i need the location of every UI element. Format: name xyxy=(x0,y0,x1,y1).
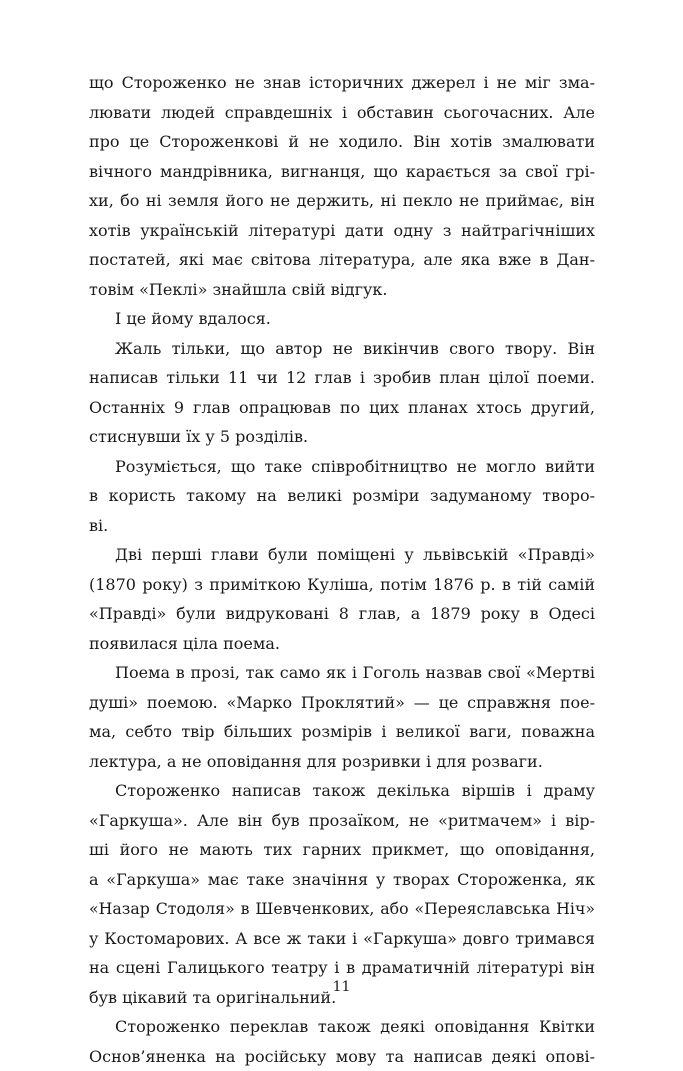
text-line: на сцені Галицького театру і в драматичній літературі він xyxy=(89,953,595,983)
text-line: Стороженко написав також декілька віршів і драму xyxy=(89,776,595,806)
text-line: «Назар Стодоля» в Шевченкових, або «Переяславська Ніч» xyxy=(89,894,595,924)
text-line: «Гаркуша». Але він був прозаїком, не «ритмачем» і вір- xyxy=(89,806,595,836)
text-line: написав тільки 11 чи 12 глав і зробив план цілої поеми. xyxy=(89,363,595,393)
text-line: лювати людей справдешніх і обставин сьогочасних. Але xyxy=(89,98,595,128)
text-line: Стороженко переклав також деякі оповідання Квітки xyxy=(89,1012,595,1042)
text-line: постатей, які має світова література, але яка вже в Дан- xyxy=(89,245,595,275)
text-line: І це йому вдалося. xyxy=(89,304,595,334)
text-line: «Правді» були видруковані 8 глав, а 1879 року в Одесі xyxy=(89,599,595,629)
text-line: у Костомарових. А все ж таки і «Гаркуша» довго тримався xyxy=(89,924,595,954)
text-line: був цікавий та оригінальний. xyxy=(89,983,595,1013)
text-line: Дві перші глави були поміщені у львівській «Правді» xyxy=(89,540,595,570)
text-line: стиснувши їх у 5 розділів. xyxy=(89,422,595,452)
text-line: товім «Пеклі» знайшла свій відгук. xyxy=(89,275,595,305)
text-line: Жаль тільки, що автор не викінчив свого твору. Він xyxy=(89,334,595,364)
text-line: Розуміється, що таке співробітництво не могло вийти xyxy=(89,452,595,482)
text-line: Поема в прозі, так само як і Гоголь назвав свої «Мертві xyxy=(89,658,595,688)
text-line: ма, себто твір більших розмірів і великої ваги, поважна xyxy=(89,717,595,747)
text-line: появилася ціла поема. xyxy=(89,629,595,659)
text-line: хи, бо ні земля його не держить, ні пекло не приймає, він xyxy=(89,186,595,216)
page-number: 11 xyxy=(0,978,683,996)
text-line: душі» поемою. «Марко Проклятий» — це справжня поe- xyxy=(89,688,595,718)
text-line: в користь такому на великі розміри задуманому творо- xyxy=(89,481,595,511)
text-line: хотів українській літературі дати одну з найтрагічніших xyxy=(89,216,595,246)
text-line: Основ’яненка на російську мову та написав деякі опові- xyxy=(89,1042,595,1071)
text-line: ві. xyxy=(89,511,595,541)
text-line: лектура, а не оповідання для розривки і для розваги. xyxy=(89,747,595,777)
text-line: а «Гаркуша» має таке значіння у творах Стороженка, як xyxy=(89,865,595,895)
body-text xyxy=(89,68,595,1071)
text-line: ші його не мають тих гарних прикмет, що оповідання, xyxy=(89,835,595,865)
text-line: Останніх 9 глав опрацював по цих планах хтось другий, xyxy=(89,393,595,423)
text-line: про це Стороженкові й не ходило. Він хотів змалювати xyxy=(89,127,595,157)
text-line: що Стороженко не знав історичних джерел і не міг зма- xyxy=(89,68,595,98)
text-line: (1870 року) з приміткою Куліша, потім 1876 р. в тій самій xyxy=(89,570,595,600)
text-line: вічного мандрівника, вигнанця, що карається за свої грі- xyxy=(89,157,595,187)
